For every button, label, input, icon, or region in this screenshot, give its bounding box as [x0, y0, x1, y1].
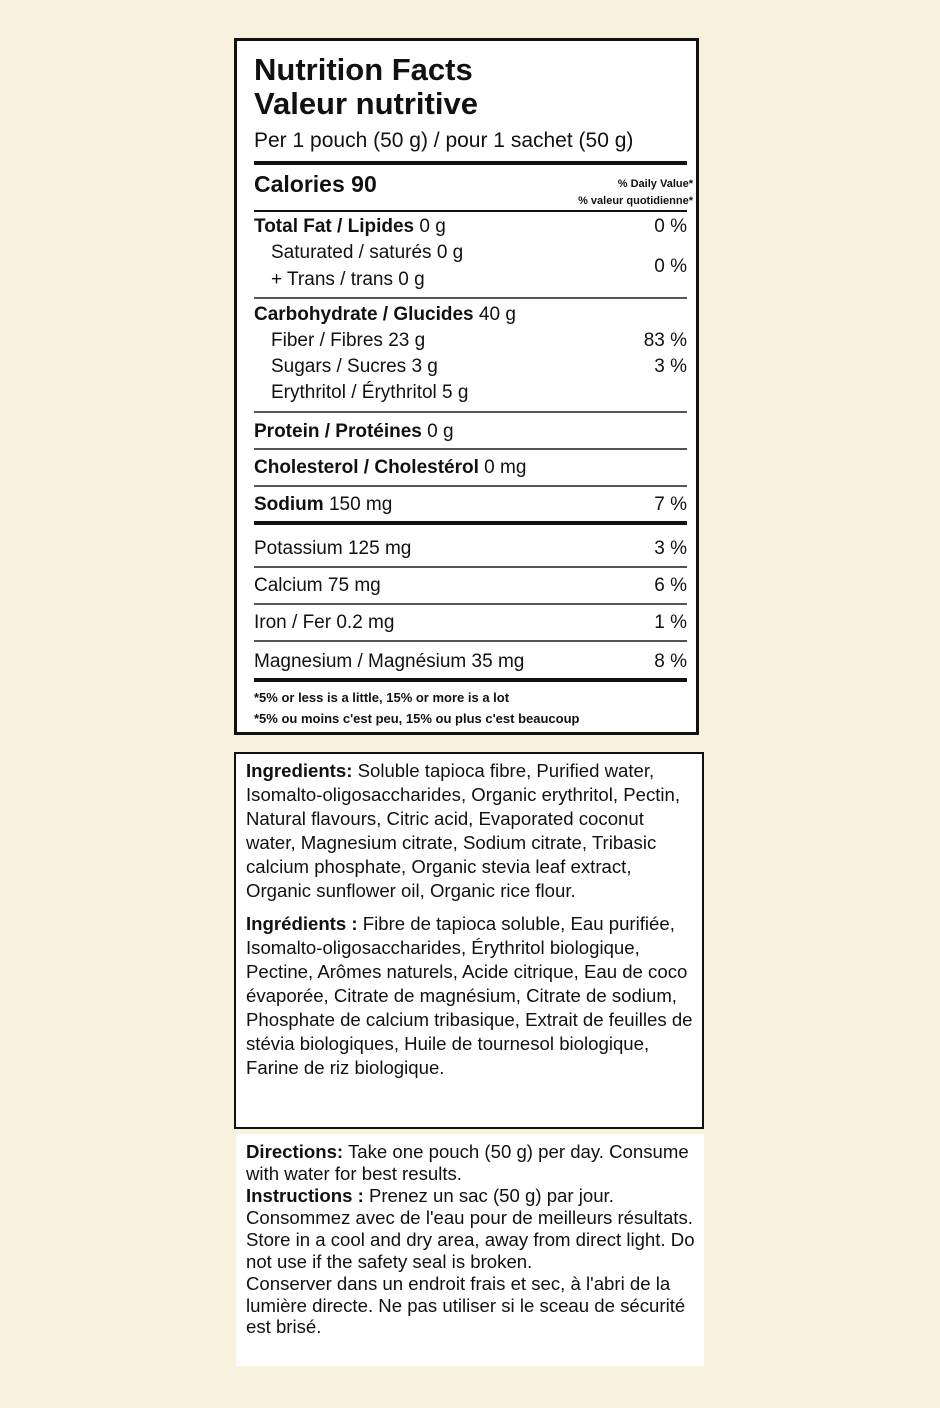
daily-value-en: % Daily Value* [617, 178, 693, 190]
daily-value-fr: % valeur quotidienne* [578, 195, 693, 207]
iron-row: Iron / Fer 0.2 mg [254, 612, 395, 633]
carbohydrate-amount: 40 g [478, 304, 516, 325]
calcium-pct: 6 % [654, 575, 687, 596]
storage-en: Store in a cool and dry area, away from direct light. Do not use if the safety seal is broken. [246, 1229, 695, 1272]
fiber-pct: 83 % [643, 330, 687, 351]
directions-fr-text: Prenez un sac (50 g) par jour. Consommez avec de l'eau pour de meilleurs résultats. [246, 1185, 693, 1228]
carbohydrate-label: Carbohydrate / Glucides [254, 304, 474, 325]
ingredients-en-text: Soluble tapioca fibre, Purified water, Isomalto-oligosaccharides, Organic erythritol, Pectin, Natural flavours, Citric acid, Evaporated coconut water, Magnesium citrate, Sodium citrate, Tribasic calcium phosphate, Organic stevia leaf extract, Organic sunflower oil, Organic rice flour. [246, 760, 681, 901]
total-fat-row [254, 216, 446, 238]
directions-en [246, 1141, 698, 1184]
fiber-row: Fiber / Fibres 23 g [271, 330, 426, 351]
total-fat-amount: 0 g [419, 216, 446, 237]
divider [254, 678, 687, 682]
total-fat-label: Total Fat / Lipides [254, 216, 415, 237]
total-fat-pct: 0 % [654, 216, 687, 237]
magnesium-row: Magnesium / Magnésium 35 mg [254, 651, 525, 672]
directions-fr [246, 1185, 698, 1228]
carbohydrate-row [254, 304, 516, 326]
sodium-label: Sodium [254, 494, 324, 515]
magnesium-pct: 8 % [654, 651, 687, 672]
divider [254, 640, 687, 642]
daily-value-header [578, 176, 693, 210]
erythritol-row: Erythritol / Érythritol 5 g [271, 382, 469, 403]
divider [254, 485, 687, 487]
sat-trans-pct: 0 % [654, 256, 687, 277]
saturated-row: Saturated / saturés 0 g [271, 242, 464, 263]
footnote-fr: *5% ou moins c'est peu, 15% ou plus c'est beaucoup [254, 711, 580, 726]
sugars-row: Sugars / Sucres 3 g [271, 356, 438, 377]
nutrition-facts-panel [234, 38, 699, 735]
ingredients-en [246, 759, 696, 903]
directions-en-text: Take one pouch (50 g) per day. Consume with water for best results. [246, 1141, 689, 1184]
serving-size: Per 1 pouch (50 g) / pour 1 sachet (50 g) [254, 129, 634, 152]
divider [254, 521, 687, 525]
sodium-amount: 150 mg [328, 494, 393, 515]
trans-row: + Trans / trans 0 g [271, 269, 425, 290]
sugars-pct: 3 % [654, 356, 687, 377]
cholesterol-amount: 0 mg [484, 457, 527, 478]
title-fr: Valeur nutritive [254, 86, 478, 121]
protein-row [254, 421, 454, 443]
calories-value: 90 [351, 171, 377, 197]
divider [254, 448, 687, 450]
iron-pct: 1 % [654, 612, 687, 633]
protein-label: Protein / Protéines [254, 421, 422, 442]
protein-amount: 0 g [427, 421, 454, 442]
divider [254, 161, 687, 165]
divider [254, 297, 687, 299]
calories-label: Calories [254, 171, 345, 197]
sodium-pct: 7 % [654, 494, 687, 515]
cholesterol-row [254, 457, 526, 479]
divider [254, 411, 687, 413]
divider [254, 210, 687, 212]
potassium-row: Potassium 125 mg [254, 538, 412, 559]
storage-fr: Conserver dans un endroit frais et sec, à l'abri de la lumière directe. Ne pas utiliser si le sceau de sécurité est brisé. [246, 1273, 686, 1337]
title-en: Nutrition Facts [254, 52, 473, 87]
calcium-row: Calcium 75 mg [254, 575, 381, 596]
divider [254, 566, 687, 568]
directions-en-label: Directions: [246, 1141, 344, 1162]
calories [254, 171, 377, 198]
sodium-row [254, 494, 392, 516]
cholesterol-label: Cholesterol / Cholestérol [254, 457, 479, 478]
potassium-pct: 3 % [654, 538, 687, 559]
ingredients-en-label: Ingredients: [246, 760, 353, 781]
divider [254, 603, 687, 605]
ingredients-panel [234, 752, 704, 1129]
directions-fr-label: Instructions : [246, 1185, 364, 1206]
ingredients-fr [246, 912, 696, 1080]
ingredients-fr-text: Fibre de tapioca soluble, Eau purifiée, Isomalto-oligosaccharides, Érythritol biologique, Pectine, Arômes naturels, Acide citrique, Eau de coco évaporée, Citrate de magnésium, Citrate de sodium, Phosphate de calcium tribasique, Extrait de feuilles de stévia biologiques, Huile de tournesol biologique, Farine de riz biologique. [246, 913, 693, 1078]
directions-panel [236, 1134, 704, 1366]
footnote-en: *5% or less is a little, 15% or more is a lot [254, 690, 510, 705]
ingredients-fr-label: Ingrédients : [246, 913, 358, 934]
